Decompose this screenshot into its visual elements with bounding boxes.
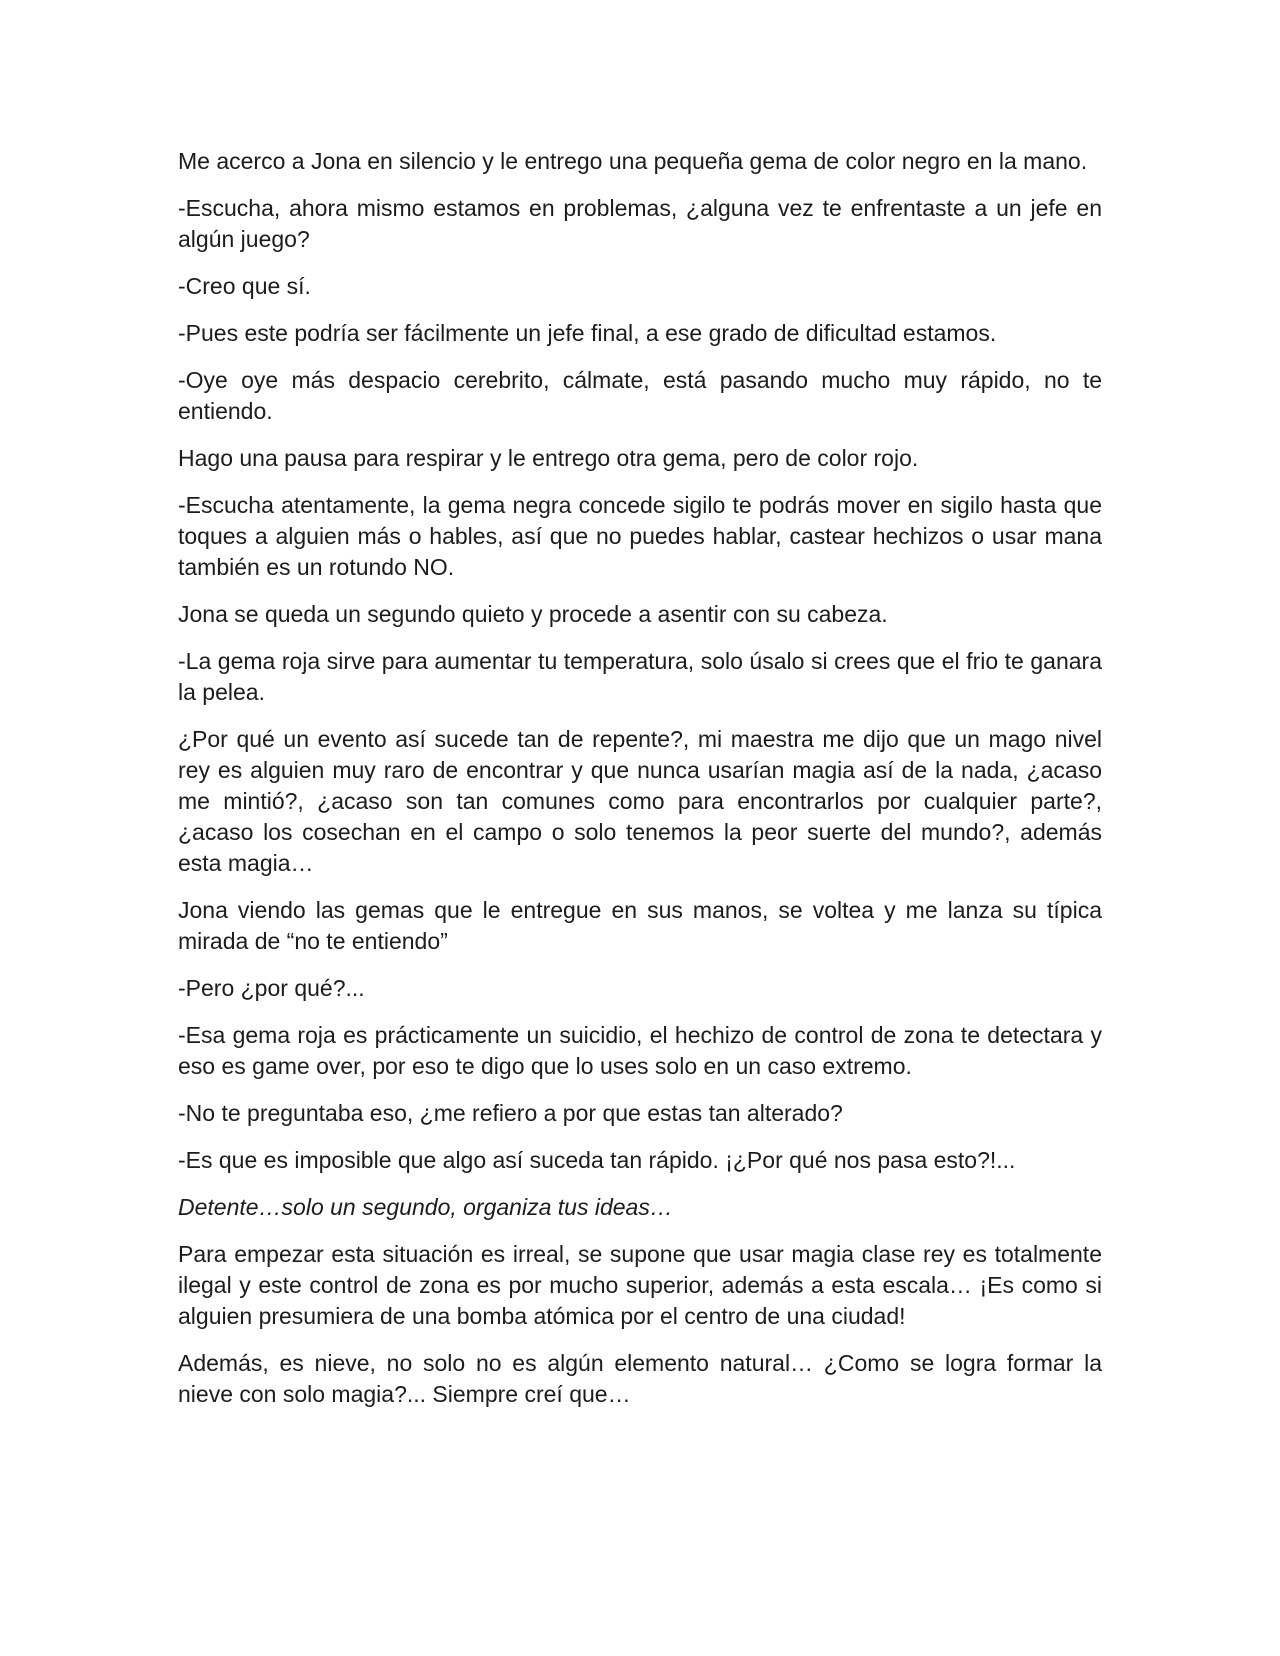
- paragraph: -Escucha atentamente, la gema negra concede sigilo te podrás mover en sigilo hasta que toques a alguien más o hables, así que no puedes hablar, castear hechizos o usar mana también es un rotundo NO.: [178, 492, 1102, 580]
- paragraph: Para empezar esta situación es irreal, se supone que usar magia clase rey es totalmente ilegal y este control de zona es por mucho superior, además a esta escala… ¡Es como si alguien presumiera de una bomba atómica por el centro de una ciudad!: [178, 1241, 1102, 1329]
- paragraph: -Pero ¿por qué?...: [178, 975, 365, 1001]
- paragraph: Jona viendo las gemas que le entregue en sus manos, se voltea y me lanza su típica mirada de “no te entiendo”: [178, 897, 1102, 954]
- paragraph: -Es que es imposible que algo así suceda tan rápido. ¡¿Por qué nos pasa esto?!...: [178, 1147, 1016, 1173]
- paragraph: -Pues este podría ser fácilmente un jefe final, a ese grado de dificultad estamos.: [178, 320, 997, 346]
- italic-paragraph: Detente…solo un segundo, organiza tus ideas…: [178, 1194, 673, 1220]
- paragraph: Hago una pausa para respirar y le entrego otra gema, pero de color rojo.: [178, 445, 919, 471]
- paragraph: Jona se queda un segundo quieto y procede a asentir con su cabeza.: [178, 601, 888, 627]
- paragraph: ¿Por qué un evento así sucede tan de repente?, mi maestra me dijo que un mago nivel rey es alguien muy raro de encontrar y que nunca usarían magia así de la nada, ¿acaso me mintió?, ¿acaso son tan comunes como para encontrarlos por cualquier parte?, ¿acaso los cosechan en el campo o solo tenemos la peor suerte del mundo?, además esta magia…: [178, 726, 1102, 876]
- paragraph: -Escucha, ahora mismo estamos en problemas, ¿alguna vez te enfrentaste a un jefe en algún juego?: [178, 195, 1102, 252]
- document-body: [178, 146, 1102, 1426]
- paragraph: -La gema roja sirve para aumentar tu temperatura, solo úsalo si crees que el frio te ganara la pelea.: [178, 648, 1102, 705]
- paragraph: -Oye oye más despacio cerebrito, cálmate, está pasando mucho muy rápido, no te entiendo.: [178, 367, 1102, 424]
- paragraph: Me acerco a Jona en silencio y le entrego una pequeña gema de color negro en la mano.: [178, 148, 1088, 174]
- paragraph: -Creo que sí.: [178, 273, 311, 299]
- paragraph: Además, es nieve, no solo no es algún elemento natural… ¿Como se logra formar la nieve con solo magia?... Siempre creí que…: [178, 1350, 1102, 1407]
- paragraph: -No te preguntaba eso, ¿me refiero a por que estas tan alterado?: [178, 1100, 843, 1126]
- paragraph: -Esa gema roja es prácticamente un suicidio, el hechizo de control de zona te detectara y eso es game over, por eso te digo que lo uses solo en un caso extremo.: [178, 1022, 1102, 1079]
